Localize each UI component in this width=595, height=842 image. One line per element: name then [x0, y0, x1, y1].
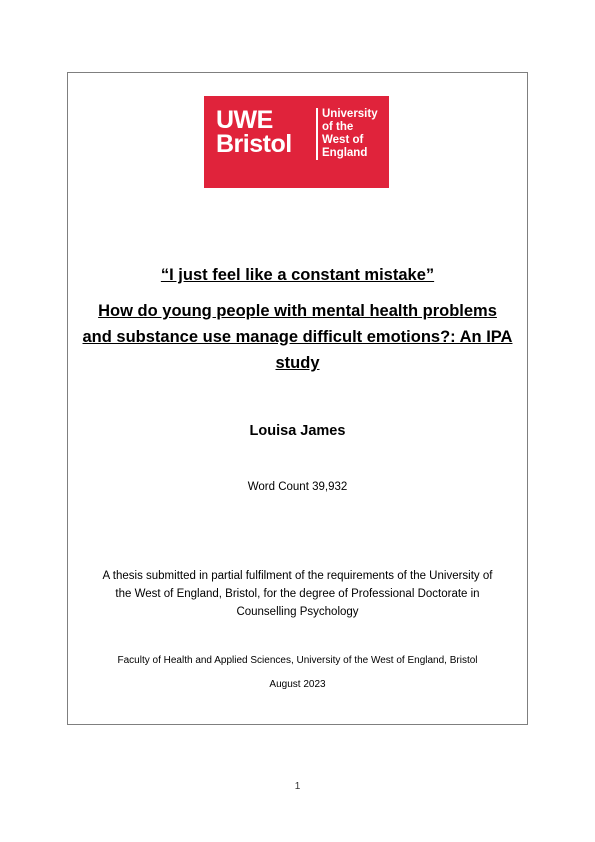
thesis-title-line: study	[275, 354, 320, 372]
logo-line-bristol: Bristol	[216, 130, 292, 158]
logo-divider	[316, 108, 318, 160]
thesis-statement-line: the West of England, Bristol, for the degree of Professional Doctorate in	[115, 588, 480, 600]
submission-date: August 2023	[269, 679, 326, 690]
thesis-statement	[62, 567, 533, 621]
page-number: 1	[294, 781, 301, 792]
faculty-affiliation: Faculty of Health and Applied Sciences, University of the West of England, Bristol	[117, 655, 478, 666]
word-count: Word Count 39,932	[247, 481, 348, 493]
logo-line-uwe: UWE	[216, 106, 273, 134]
logo-sub-line: England	[322, 147, 368, 159]
uwe-bristol-logo	[204, 96, 389, 188]
thesis-statement-line: A thesis submitted in partial fulfilment of the requirements of the University of	[102, 570, 493, 582]
logo-university-name	[322, 108, 378, 160]
logo-wordmark	[216, 108, 292, 156]
logo-sub-line: West of	[322, 134, 364, 146]
thesis-title-line: How do young people with mental health problems	[98, 302, 497, 320]
logo-sub-line: of the	[322, 121, 354, 133]
logo-sub-line: University	[322, 108, 378, 120]
quote-title: “I just feel like a constant mistake”	[160, 266, 435, 284]
author-name: Louisa James	[249, 423, 346, 439]
thesis-title	[62, 298, 533, 376]
thesis-statement-line: Counselling Psychology	[236, 606, 359, 618]
thesis-title-line: and substance use manage difficult emotions?: An IPA	[82, 328, 513, 346]
